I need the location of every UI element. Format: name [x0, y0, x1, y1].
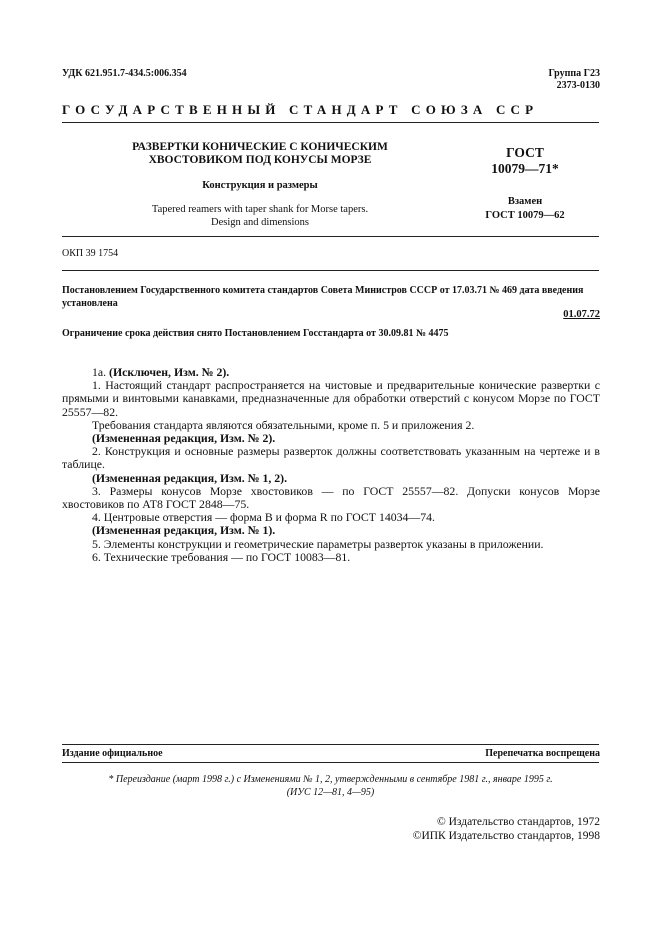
gost-label: ГОСТ: [506, 145, 544, 160]
decree-text: Постановлением Государственного комитета стандартов Совета Министров СССР от 17.03.71 № 469 дата введения установлена: [62, 285, 584, 309]
document-title: [110, 141, 410, 167]
gost-number: 10079—71*: [491, 161, 559, 176]
title-divider: [62, 236, 599, 237]
paragraph-6: 6. Технические требования — по ГОСТ 10083—81.: [92, 549, 351, 564]
amendment-note: (Измененная редакция, Изм. № 1, 2).: [92, 470, 288, 485]
paragraph-2: 2. Конструкция и основные размеры разверток должны соответствовать указанным на чертеже и в таблице.: [62, 444, 600, 472]
header-divider: [62, 122, 599, 123]
paragraph-1a-note: (Исключен, Изм. № 2).: [109, 365, 230, 379]
copyright-block: [413, 815, 600, 843]
copyright-line: © Издательство стандартов, 1972: [436, 816, 600, 828]
english-title-line: Tapered reamers with taper shank for Morse tapers.: [151, 204, 369, 215]
reprint-prohibited: Перепечатка воспрещена: [485, 748, 600, 759]
okp-code: ОКП 39 1754: [62, 248, 119, 259]
replaces-block: [470, 195, 580, 223]
copyright-line: ©ИПК Издательство стандартов, 1998: [412, 830, 600, 842]
replaces-label: Взамен: [507, 196, 543, 207]
document-body: [62, 366, 600, 564]
effective-date: 01.07.72: [563, 309, 600, 320]
english-title: [110, 203, 410, 229]
gost-designation: [470, 145, 580, 177]
group-code: [548, 68, 600, 92]
state-standard-banner: ГОСУДАРСТВЕННЫЙ СТАНДАРТ СОЮЗА ССР: [62, 102, 539, 117]
limit-note: Ограничение срока действия снято Постановлением Госстандарта от 30.09.81 № 4475: [62, 328, 449, 339]
footer-bottom-divider: [62, 762, 599, 763]
reprint-note: [62, 773, 599, 799]
english-title-line: Design and dimensions: [211, 217, 309, 228]
group-label: Группа Г23: [548, 68, 600, 79]
paragraph-3: 3. Размеры конусов Морзе хвостовиков — по ГОСТ 25557—82. Допуски конусов Морзе хвостовиков по АТ8 ГОСТ 2848—75.: [62, 483, 600, 512]
paragraph-5: 5. Элементы конструкции и геометрические параметры разверток указаны в приложении.: [92, 536, 544, 551]
paragraph-4: 4. Центровые отверстия — форма В и форма R по ГОСТ 14034—74.: [92, 510, 435, 525]
amendment-note: (Измененная редакция, Изм. № 1).: [92, 523, 276, 538]
paragraph-1: 1. Настоящий стандарт распространяется на чистовые и предварительные конические развертки с прямыми и винтовыми канавками, предназначенные для обработки отверстий с конусом Морзе по ГОСТ 25557—82.: [62, 378, 600, 419]
replaces-number: ГОСТ 10079—62: [485, 210, 565, 221]
udk-code: УДК 621.951.7-434.5:006.354: [62, 68, 187, 79]
reprint-line: (ИУС 12—81, 4—95): [286, 787, 375, 798]
classification-code: 2373-0130: [556, 80, 600, 91]
footer-divider: [62, 744, 599, 745]
okp-divider: [62, 270, 599, 271]
title-line: РАЗВЕРТКИ КОНИЧЕСКИЕ С КОНИЧЕСКИМ: [132, 141, 388, 153]
paragraph-1a-number: 1а.: [92, 365, 110, 379]
official-edition: Издание официальное: [62, 748, 163, 759]
reprint-line: * Переиздание (март 1998 г.) с Изменениями № 1, 2, утвержденными в сентябре 1981 г., январе 1995 г.: [108, 774, 553, 785]
document-subtitle: Конструкция и размеры: [202, 180, 318, 191]
amendment-note: (Измененная редакция, Изм. № 2).: [92, 431, 276, 446]
title-line: ХВОСТОВИКОМ ПОД КОНУСЫ МОРЗЕ: [148, 154, 372, 166]
paragraph-1-requirements: Требования стандарта являются обязательными, кроме п. 5 и приложения 2.: [92, 417, 475, 432]
